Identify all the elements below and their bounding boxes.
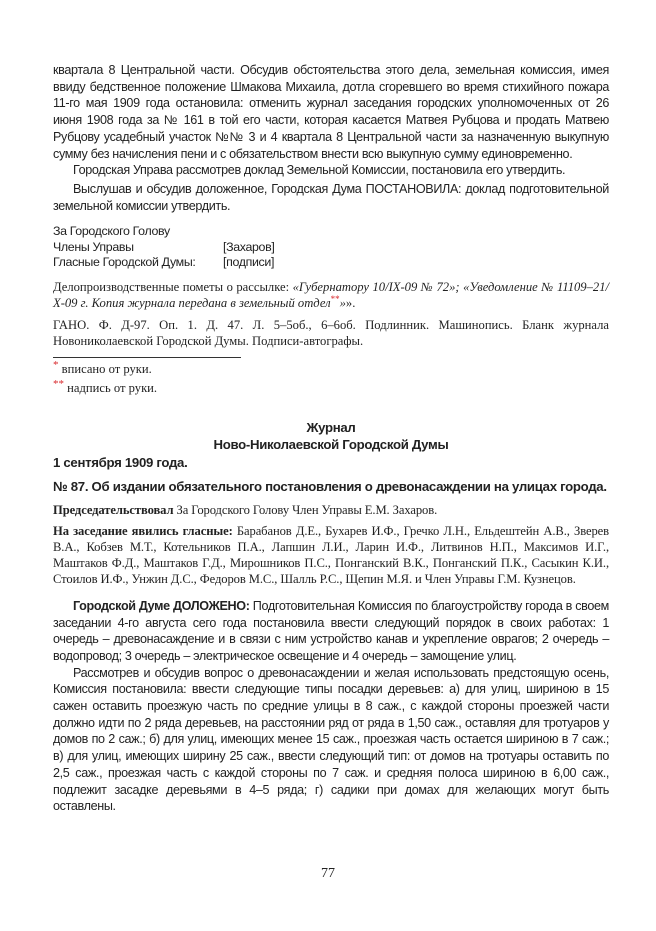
signature-label: Члены Управы	[53, 239, 134, 254]
signature-block	[53, 224, 609, 271]
chair-line	[53, 502, 609, 518]
footnote	[53, 358, 609, 378]
office-note-lead: Делопроизводственные пометы о рассылке:	[53, 279, 293, 294]
signature-value: [Захаров]	[223, 239, 275, 254]
present-text: Барабанов Д.Е., Бухарев И.Ф., Гречко Л.Н., Ельдештейн А.В., Зверев В.А., Кобзев М.Т., Котельников П.А., Лапшин Л.И., Ларин И.Ф., Литвинов Н.П., Максимов И.Г., Маштаков Ф.Д., Маштаков Г.Д., Мирошников П.С., Понганский В.К., Понганский П.К., Сасыкин К.И., Стоилов И.Ф., Унжин Д.С., Федоров М.С., Шалль Р.С., Щепин М.Я. и Член Управы Г.М. Кузнецов.	[53, 523, 609, 586]
footnote-text: вписано от руки.	[61, 361, 152, 376]
signature-label: Гласные Городской Думы:	[53, 255, 196, 270]
journal-date: 1 сентября 1909 года.	[53, 454, 188, 470]
footnote-marker: **	[330, 293, 340, 304]
signature-row	[53, 240, 609, 256]
footnote-marker: *	[53, 358, 59, 371]
footnote-divider	[53, 357, 241, 358]
intro-paragraph-3: Выслушав и обсудив доложенное, Городская Дума ПОСТАНОВИЛА: доклад подготовительной земельной комиссии утвердить.	[53, 181, 609, 213]
signature-for-head: За Городского Голову	[53, 224, 170, 239]
intro-paragraph-2: Городская Управа рассмотрев доклад Земельной Комиссии, постановила его утвердить.	[73, 163, 566, 178]
journal-paragraph-2: Рассмотрев и обсудив вопрос о древонасаждении и желая использовать предстоящую осень, Комиссия постановила: ввести следующие типы посадки деревьев: а) для улиц, шириною в 15 сажен оставить проезжую часть по средние улицы в 8 саж., с каждой стороны проезжей части должно идти по 2 ряда деревьев, на расстоянии ряд от ряда в 1,50 саж., оставляя для тротуаров у домов по 2 саж.; б) для улиц, имеющих менее 15 саж., проезжая часть остается шириною в 7 саж.; в) для улиц, имеющих ширину 25 саж., ввести следующий тип: от домов на тротуары оставить по 2,5 саж., проезжая часть с каждой стороны по 7 саж. и средняя полоса шириною в 6,00 саж., подлежит засадке деревьями в 4–5 ряда; г) садики при домах для желающих могут быть оставлены.	[53, 665, 609, 814]
office-note-tail: ».	[345, 295, 356, 310]
present-list	[53, 523, 609, 587]
page-number: 77	[321, 866, 335, 881]
office-note	[53, 279, 609, 311]
footnote-text: надпись от руки.	[67, 380, 158, 395]
signature-row	[53, 255, 609, 271]
footnote-marker: **	[53, 377, 64, 390]
office-note-italic-b: »	[339, 295, 346, 310]
chair-label: Председательствовал	[53, 502, 174, 517]
reported-text: Подготовительная Комиссия по благоустройству города в своем заседании 4-го августа сего года постановила ввести следующий порядок в своих работах: 1 очередь – древонасаждение и в связи с ним устройство канав и укрепление оврагов; 2 очередь – водопровод; 3 очередь – электрическое освещение и 4 очередь – замощение улиц.	[53, 598, 609, 663]
journal-subtitle: Ново-Николаевской Городской Думы	[213, 436, 449, 452]
journal-title: Журнал	[306, 419, 356, 435]
footnote	[53, 377, 609, 397]
office-note-italic-a: «Губернатору 10/IX-09 № 72»; «Уведомление № 11109–21/Х-09 г. Копия журнала передана в земельный отдел	[53, 279, 609, 310]
signature-value: [подписи]	[223, 255, 275, 270]
reported-label: Городской Думе ДОЛОЖЕНО:	[73, 598, 250, 613]
archive-reference: ГАНО. Ф. Д-97. Оп. 1. Д. 47. Л. 5–5об., 6–6об. Подлинник. Машинопись. Бланк журнала Новониколаевской Городской Думы. Подписи-автографы.	[53, 317, 609, 348]
intro-paragraph-1: квартала 8 Центральной части. Обсудив обстоятельства этого дела, земельная комиссия, имея ввиду бедственное положение Шмакова Михаила, дотла сгоревшего во время стихийного пожара 11-го мая 1909 года остановила: отменить журнал заседания городских уполномоченных от 26 июня 1908 года за № 161 в той его части, которая касается Матвея Рубцова и продать Матвею Рубцову усадебный участок №№ 3 и 4 квартала 8 Центральной части за назначенную выкупную сумму без начисления пени и с обязательством внести всю выкупную сумму единовременно.	[53, 63, 609, 161]
journal-heading: № 87. Об издании обязательного постановления о древонасаждении на улицах города.	[53, 478, 607, 494]
present-label: На заседание явились гласные:	[53, 523, 233, 538]
chair-text: За Городского Голову Член Управы Е.М. Захаров.	[173, 502, 438, 517]
journal-paragraph-1	[53, 598, 609, 665]
document-page	[53, 62, 609, 815]
